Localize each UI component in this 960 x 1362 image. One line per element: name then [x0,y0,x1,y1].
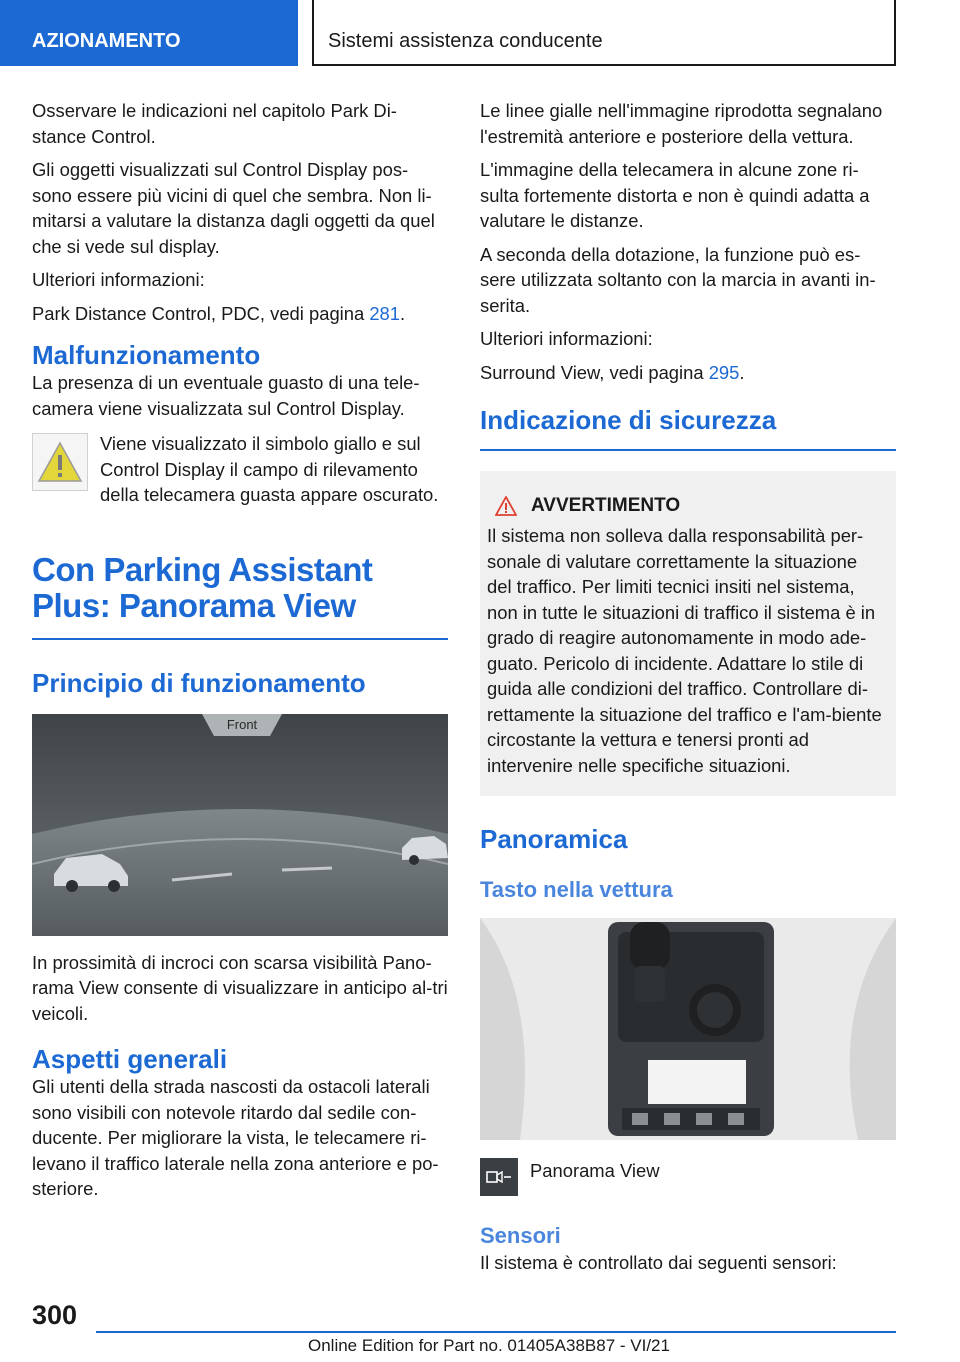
heading-aspetti-generali: Aspetti generali [32,1044,228,1074]
page-number: 300 [32,1300,78,1330]
warning-triangle-icon [495,496,517,516]
panorama-view-key [480,1158,896,1196]
paragraph-end: . [400,302,406,324]
paragraph: Osservare le indicazioni nel capitolo Park Di-stance Control. [32,100,397,147]
heading-rule [32,638,448,640]
paragraph: Gli utenti della strada nascosti da ostacoli laterali sono visibili con notevole ritardo dal sedile con-ducente. Per migliorare la vista, le telecamere ri-levano il traffico laterale nella zona anteriore e po-steriore. [32,1076,439,1199]
paragraph-end: . [739,361,745,383]
paragraph: In prossimità di incroci con scarsa visibilità Pano-rama View consente di visualizzare in anticipo al-tri veicoli. [32,951,448,1024]
warning-header [495,495,882,517]
warning-description: Viene visualizzato il simbolo giallo e sul Control Display il campo di rilevamento della telecamera guasta appare oscurato. [100,433,439,505]
chapter-title: Sistemi assistenza conducente [312,0,896,66]
paragraph: Ulteriori informazioni: [32,269,205,290]
paragraph: A seconda della dotazione, la funzione può es-sere utilizzata soltanto con la marcia in avanti in-serita. [480,243,876,316]
paragraph: Gli oggetti visualizzati sul Control Display pos-sono essere più vicini di quel che sembra. Non li-mitarsi a valutare la distanza dagli oggetti da quel che si vede sul display. [32,159,435,257]
heading-indicazione-sicurezza: Indicazione di sicurezza [480,405,777,435]
heading-malfunzionamento: Malfunzionamento [32,340,261,370]
paragraph: Le linee gialle nell'immagine riprodotta segnalano l'estremità anteriore e posteriore della vettura. [480,100,883,147]
paragraph-with-link [480,360,896,386]
page-link-295[interactable]: 295 [708,361,740,383]
paragraph: La presenza di un eventuale guasto di una tele-camera viene visualizzata sul Control Display. [32,372,420,419]
heading-tasto-vettura: Tasto nella vettura [480,877,673,902]
warning-box [480,471,896,796]
paragraph: L'immagine della telecamera in alcune zone ri-sulta fortemente distorta e non è quindi adatta a valutare le distanze. [480,159,870,231]
page-link-281[interactable]: 281 [369,302,401,324]
left-column [32,98,448,1210]
warning-title: AVVERTIMENTO [531,495,681,516]
paragraph: Il sistema è controllato dai seguenti sensori: [480,1252,837,1273]
malfunction-indicator [32,431,448,508]
center-console-image [480,918,896,1140]
warning-text: Il sistema non solleva dalla responsabilità per-sonale di valutare correttamente la situazione del traffico. Per limiti tecnici insiti nel sistema, non in tutte le situazioni di traffico il sistema è in grado di reagire autonomamente in modo ade-guato. Pericolo di incidente. Adattare lo stile di guida alle condizioni del traffico. Controllare di-rettamente la situazione del traffico e l'am-biente circostante la vettura e tenersi pronti ad intervenire nelle specifiche situazioni. [487,525,882,776]
heading-principio: Principio di funzionamento [32,667,366,698]
edition-info: Online Edition for Part no. 01405A38B87 - VI/21 [308,1336,670,1355]
section-tab: AZIONAMENTO [0,0,298,66]
paragraph-with-link [32,301,448,327]
paragraph: Ulteriori informazioni: [480,328,653,349]
panorama-camera-icon [480,1158,518,1196]
front-label: Front [226,716,258,732]
paragraph-text: Park Distance Control, PDC, vedi pagina [32,302,370,324]
footer-rule [96,1331,896,1333]
heading-panoramica: Panoramica [480,824,628,854]
heading-rule [480,449,896,451]
right-column [480,98,896,1284]
heading-panorama-view: Con Parking Assistant Plus: Panorama View [32,550,373,624]
paragraph-text: Surround View, vedi pagina [480,361,709,383]
heading-sensori: Sensori [480,1223,561,1248]
key-label: Panorama View [530,1160,660,1181]
warning-triangle-icon [32,433,88,491]
page-header [0,0,960,66]
panorama-view-image [32,714,448,936]
